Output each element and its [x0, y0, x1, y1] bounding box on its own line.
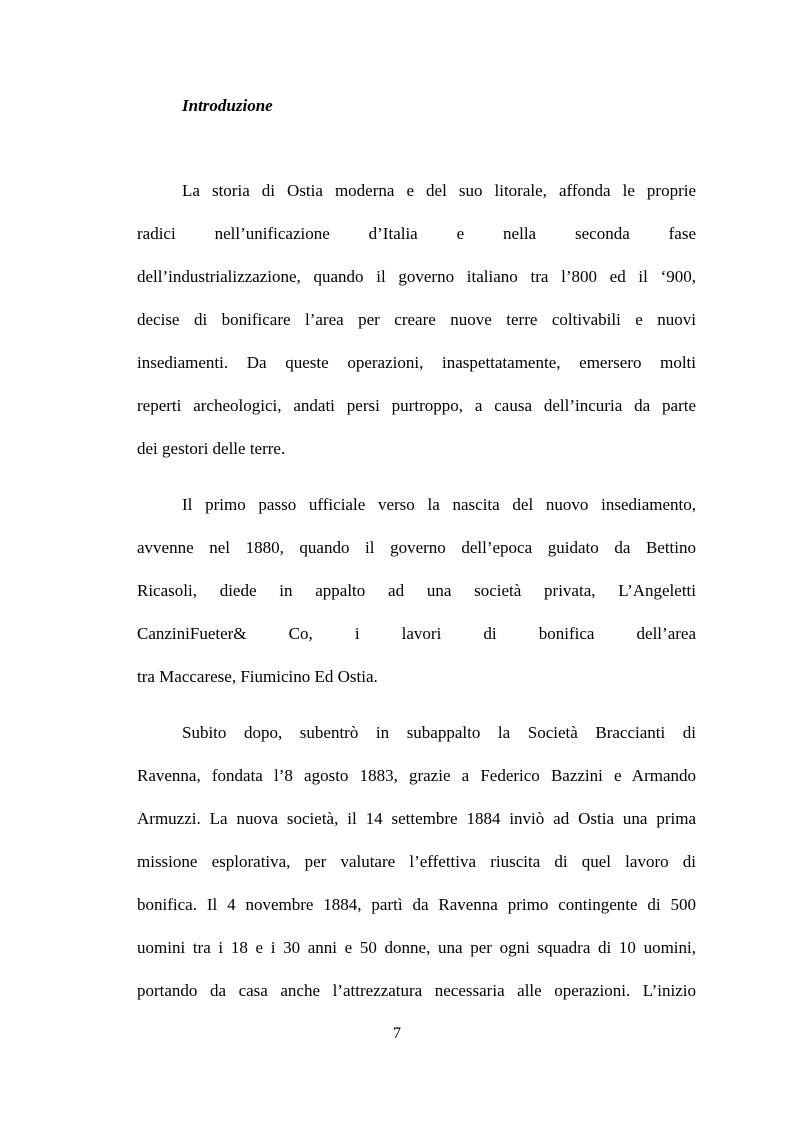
- paragraph-2-line-4: CanziniFueter& Co, i lavori di bonifica dell’area: [137, 624, 696, 643]
- paragraph-1-line-3: dell’industrializzazione, quando il governo italiano tra l’800 ed il ‘900,: [137, 267, 696, 286]
- paragraph-1-line-2: radici nell’unificazione d’Italia e nella seconda fase: [137, 224, 696, 243]
- paragraph-1-line-4: decise di bonificare l’area per creare nuove terre coltivabili e nuovi: [137, 310, 696, 329]
- paragraph-3-line-7: portando da casa anche l’attrezzatura necessaria alle operazioni. L’inizio: [137, 981, 696, 1000]
- paragraph-1-line-7: dei gestori delle terre.: [137, 439, 286, 458]
- paragraph-3-line-4: missione esplorativa, per valutare l’effettiva riuscita di quel lavoro di: [137, 852, 696, 871]
- paragraph-3-line-5: bonifica. Il 4 novembre 1884, partì da Ravenna primo contingente di 500: [137, 895, 696, 914]
- paragraph-2-line-5: tra Maccarese, Fiumicino Ed Ostia.: [137, 667, 378, 686]
- paragraph-2-line-2: avvenne nel 1880, quando il governo dell’epoca guidato da Bettino: [137, 538, 696, 557]
- paragraph-3-line-1: Subito dopo, subentrò in subappalto la Società Braccianti di: [182, 723, 696, 742]
- paragraph-1-line-5: insediamenti. Da queste operazioni, inaspettatamente, emersero molti: [137, 353, 696, 372]
- paragraph-2-line-3: Ricasoli, diede in appalto ad una società privata, L’Angeletti: [137, 581, 696, 600]
- paragraph-1-line-1: La storia di Ostia moderna e del suo litorale, affonda le proprie: [182, 181, 696, 200]
- section-heading: Introduzione: [182, 96, 273, 115]
- paragraph-3-line-2: Ravenna, fondata l’8 agosto 1883, grazie a Federico Bazzini e Armando: [137, 766, 696, 785]
- paragraph-3-line-6: uomini tra i 18 e i 30 anni e 50 donne, una per ogni squadra di 10 uomini,: [137, 938, 696, 957]
- paragraph-2-line-1: Il primo passo ufficiale verso la nascita del nuovo insediamento,: [182, 495, 696, 514]
- paragraph-3-line-3: Armuzzi. La nuova società, il 14 settembre 1884 inviò ad Ostia una prima: [137, 809, 696, 828]
- page-number: 7: [393, 1025, 401, 1042]
- paragraph-1-line-6: reperti archeologici, andati persi purtroppo, a causa dell’incuria da parte: [137, 396, 696, 415]
